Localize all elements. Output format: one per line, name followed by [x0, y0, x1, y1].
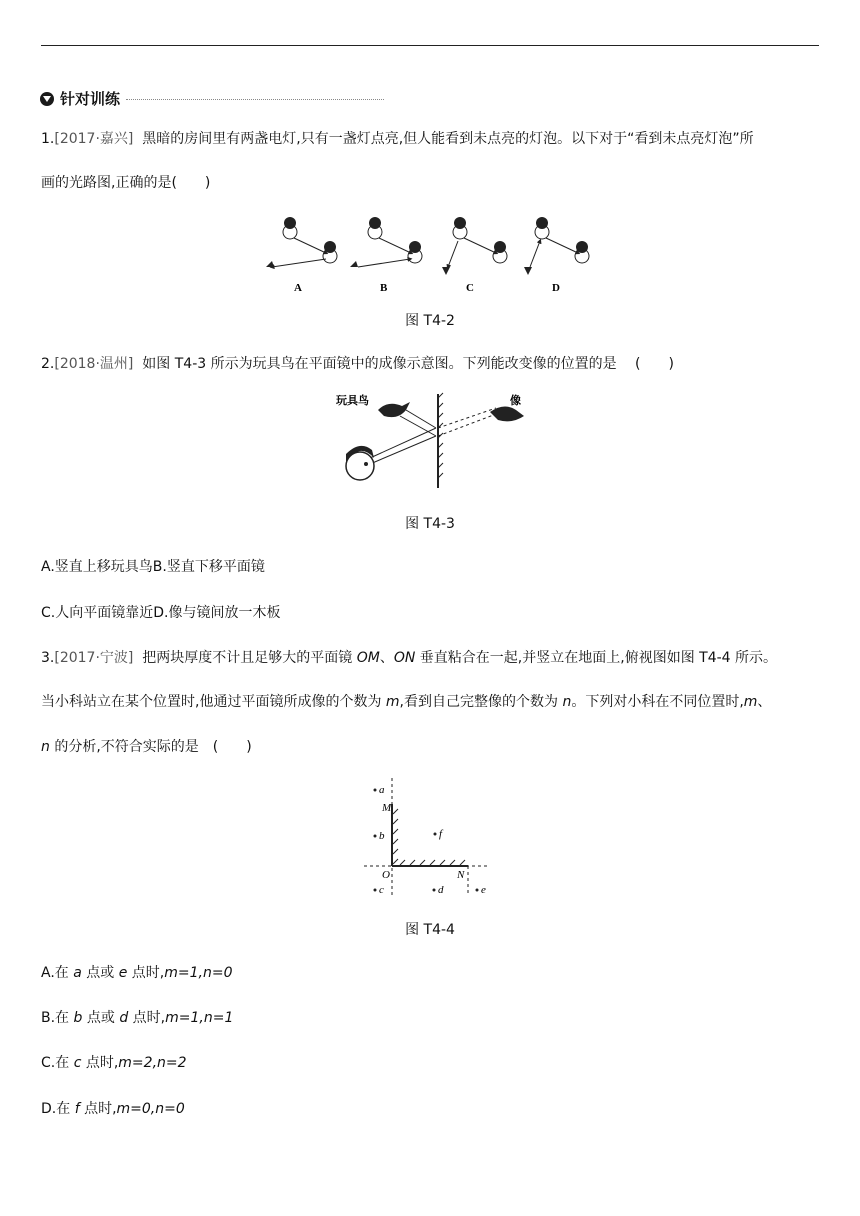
q1-stem-2: 画的光路图,正确的是( ) — [41, 175, 211, 191]
q3-stem-2c: 。下列对小科在不同位置时, — [571, 694, 744, 710]
opt-a-v1: a — [73, 965, 82, 981]
label-O: O — [382, 869, 390, 881]
reflected-ray-2 — [370, 436, 436, 464]
q3-om: OM — [356, 650, 380, 666]
opt-b-eq: m=1,n=1 — [165, 1010, 234, 1026]
diagram-d — [524, 217, 589, 294]
q3-source-tag: [2017·宁波] — [54, 650, 134, 666]
q1-source-tag: [2017·嘉兴] — [54, 131, 134, 147]
q2-options-row-1 — [41, 557, 265, 577]
incident-ray-2 — [400, 416, 436, 436]
opt-d-v1: f — [74, 1101, 80, 1117]
opt-c-v1: c — [73, 1055, 82, 1071]
opt-d-tail: 点时, — [79, 1101, 117, 1117]
q1-stem-1: 黑暗的房间里有两盏电灯,只有一盏灯点亮,但人能看到未点亮的灯泡。以下对于“看到未点亮灯泡”所 — [142, 131, 754, 147]
q3-option-a — [41, 963, 233, 983]
opt-d-eq: m=0,n=0 — [116, 1101, 185, 1117]
q3-stem-3: 的分析,不符合实际的是 ( ) — [49, 739, 252, 755]
q3-n3: n — [41, 739, 50, 755]
q2-options-row-2 — [41, 603, 280, 623]
diagram-a — [266, 217, 337, 294]
opt-a-eq: m=1,n=0 — [164, 965, 233, 981]
q2-option-a: A.竖直上移玩具鸟 — [41, 559, 153, 575]
q3-line-3 — [41, 737, 252, 757]
top-rule — [41, 45, 819, 46]
q3-stem-2a: 当小科站立在某个位置时,他通过平面镜所成像的个数为 — [41, 694, 386, 710]
label-N: N — [457, 869, 465, 881]
opt-b-v2: d — [119, 1010, 129, 1026]
om-hatching — [393, 809, 398, 864]
q3-option-c — [41, 1053, 187, 1073]
caption-t4-4: 图 T4-4 — [405, 922, 455, 938]
q3-option-b — [41, 1008, 233, 1028]
q3-m2: m — [743, 694, 758, 710]
opt-b-v1: b — [73, 1010, 83, 1026]
q2-line-1 — [41, 354, 674, 374]
section-header — [40, 88, 384, 109]
q3-m: m — [385, 694, 400, 710]
q2-option-b: B.竖直下移平面镜 — [152, 559, 265, 575]
caption-t4-3: 图 T4-3 — [405, 516, 455, 532]
reflected-ray-1 — [370, 428, 436, 458]
point-e: e — [481, 884, 486, 896]
label-a: A — [294, 282, 302, 294]
opt-c-tail: 点时, — [81, 1055, 119, 1071]
label-b: B — [380, 282, 388, 294]
opt-d-prefix: D.在 — [41, 1101, 75, 1117]
figure-t4-4 — [360, 774, 500, 900]
figure-t4-3 — [330, 390, 530, 490]
label-M: M — [382, 802, 392, 814]
q2-option-c: C.人向平面镜靠近 — [41, 605, 154, 621]
q3-line-1 — [41, 648, 777, 668]
diagram-c — [442, 217, 507, 294]
q2-option-d: D.像与镜间放一木板 — [153, 605, 281, 621]
q3-stem-2d: 、 — [757, 694, 772, 710]
q3-stem-1a: 把两块厚度不计且足够大的平面镜 — [142, 650, 357, 666]
toy-bird — [378, 402, 410, 417]
opt-b-prefix: B.在 — [41, 1010, 74, 1026]
opt-b-mid: 点或 — [82, 1010, 120, 1026]
opt-c-prefix: C.在 — [41, 1055, 74, 1071]
q1-line-1 — [41, 129, 754, 149]
label-d: D — [552, 282, 560, 294]
opt-c-eq: m=2,n=2 — [118, 1055, 187, 1071]
q3-stem-1b: 、 — [379, 650, 394, 666]
on-hatching — [400, 860, 465, 865]
toy-bird-label: 玩具鸟 — [336, 394, 369, 407]
opt-a-mid: 点或 — [81, 965, 119, 981]
point-d: d — [438, 884, 444, 896]
point-f: f — [439, 828, 443, 840]
q1-number: 1. — [41, 131, 55, 147]
opt-a-tail: 点时, — [127, 965, 165, 981]
q3-n: n — [562, 694, 572, 710]
image-label: 像 — [510, 394, 521, 407]
q2-number: 2. — [41, 356, 55, 372]
virtual-ray-2 — [438, 414, 496, 436]
q3-stem-2b: ,看到自己完整像的个数为 — [399, 694, 563, 710]
point-a: a — [379, 784, 385, 796]
figure-t4-2 — [250, 205, 610, 297]
q3-line-2 — [41, 692, 771, 712]
q2-stem: 如图 T4-3 所示为玩具鸟在平面镜中的成像示意图。下列能改变像的位置的是 ( ) — [142, 356, 674, 372]
point-b: b — [379, 830, 385, 842]
caption-t4-2: 图 T4-2 — [405, 313, 455, 329]
opt-a-prefix: A.在 — [41, 965, 74, 981]
q3-stem-1c: 垂直粘合在一起,并竖立在地面上,俯视图如图 T4-4 所示。 — [415, 650, 778, 666]
opt-b-tail: 点时, — [128, 1010, 166, 1026]
q3-on: ON — [393, 650, 416, 666]
q1-line-2 — [41, 173, 210, 193]
diagram-b — [350, 217, 422, 294]
section-title: 针对训练 — [60, 90, 121, 108]
q2-source-tag: [2018·温州] — [54, 356, 134, 372]
incident-ray-1 — [406, 410, 436, 428]
point-c: c — [379, 884, 384, 896]
label-c: C — [466, 282, 474, 294]
opt-a-v2: e — [118, 965, 128, 981]
dotted-leader — [126, 99, 384, 100]
q3-number: 3. — [41, 650, 55, 666]
q3-option-d — [41, 1099, 185, 1119]
chevron-down-icon — [40, 92, 54, 106]
